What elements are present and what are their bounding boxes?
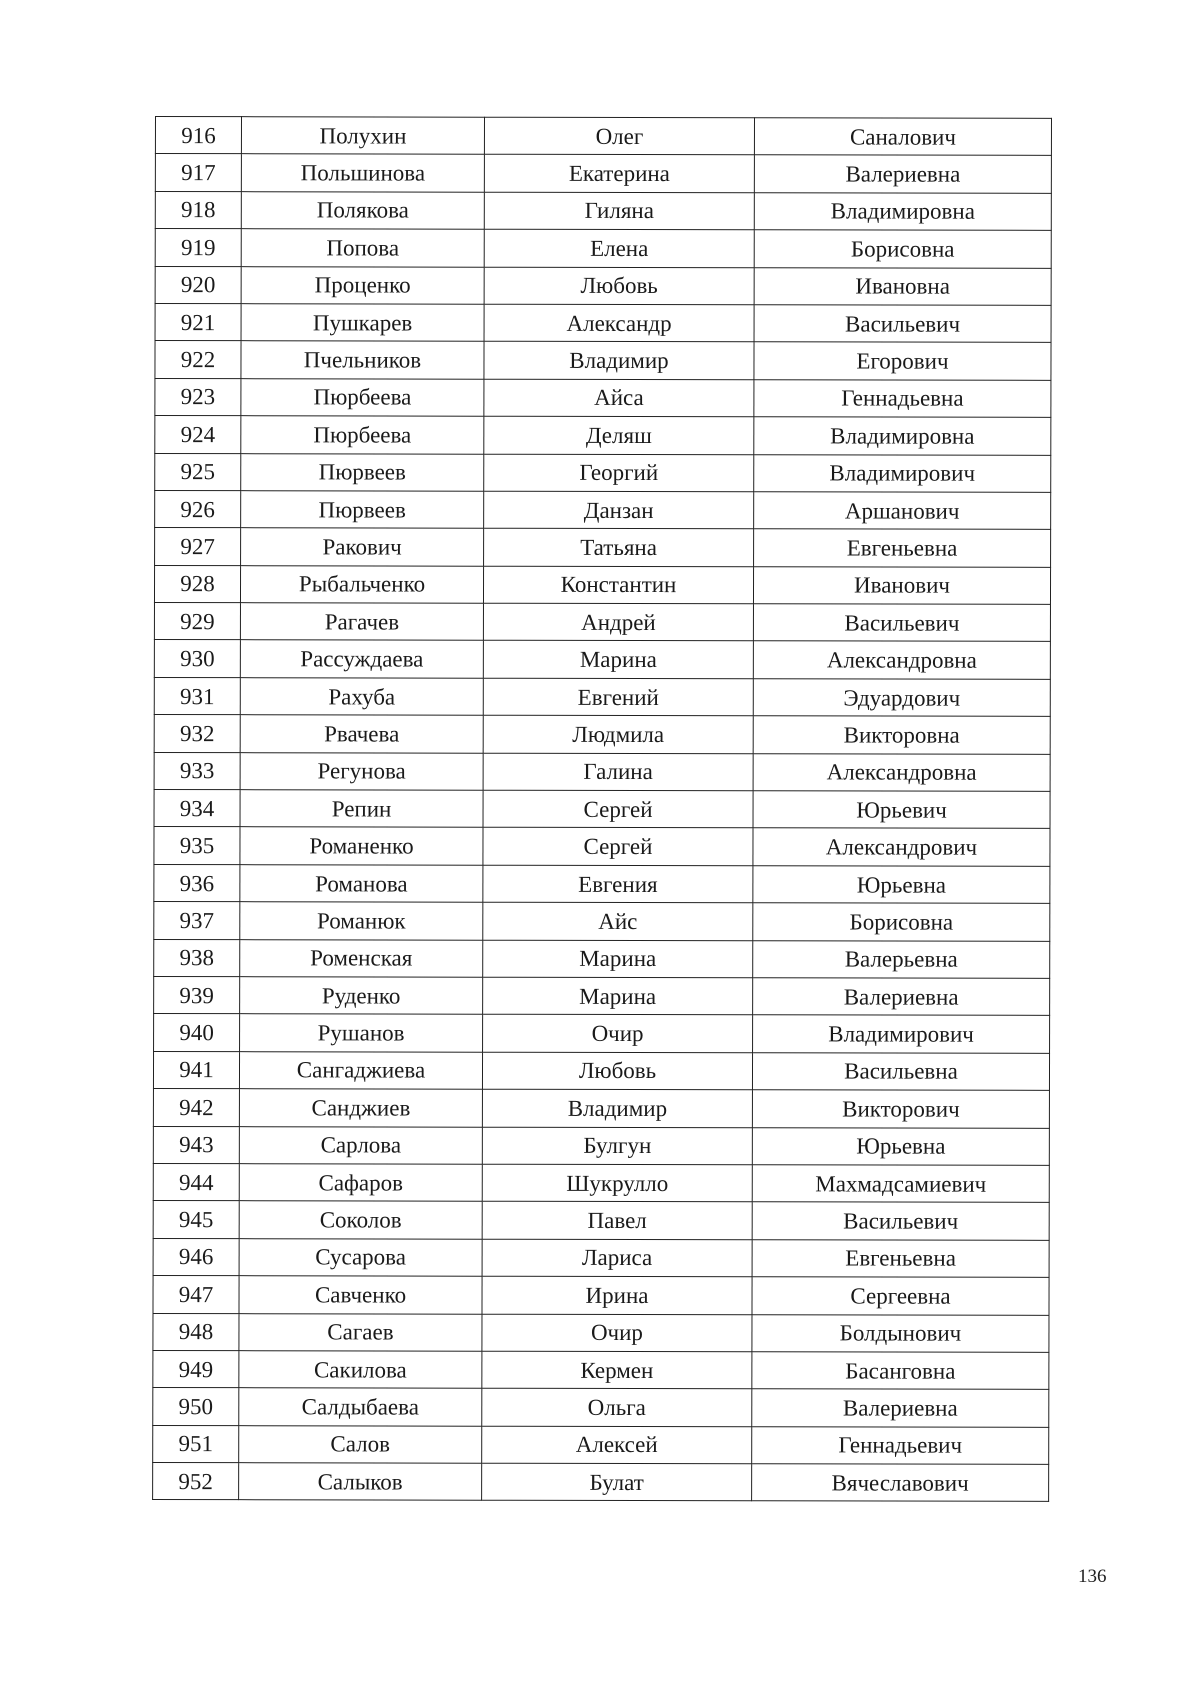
- row-number-cell: 944: [153, 1163, 239, 1201]
- table-row: [153, 1126, 1049, 1165]
- patronymic-cell: Вячеславович: [752, 1464, 1049, 1502]
- patronymic-cell: Владимировна: [754, 417, 1051, 455]
- row-number-cell: 923: [155, 378, 241, 416]
- table-row: [154, 976, 1050, 1015]
- first-name-cell: Евгения: [483, 865, 753, 903]
- patronymic-cell: Владимирович: [754, 454, 1051, 492]
- patronymic-cell: Махмадсамиевич: [752, 1165, 1049, 1203]
- row-number-cell: 927: [155, 528, 241, 566]
- last-name-cell: Пюрвеев: [241, 491, 484, 529]
- patronymic-cell: Геннадьевич: [752, 1426, 1049, 1464]
- last-name-cell: Сангаджиева: [239, 1051, 482, 1089]
- first-name-cell: Данзан: [484, 491, 754, 529]
- row-number-cell: 939: [154, 976, 240, 1014]
- row-number-cell: 946: [153, 1238, 239, 1276]
- patronymic-cell: Аршанович: [754, 492, 1051, 530]
- patronymic-cell: Васильевич: [754, 305, 1051, 343]
- last-name-cell: Рушанов: [240, 1014, 483, 1052]
- first-name-cell: Галина: [483, 753, 753, 791]
- last-name-cell: Романова: [240, 864, 483, 902]
- first-name-cell: Гиляна: [484, 192, 754, 230]
- patronymic-cell: Басанговна: [752, 1352, 1049, 1390]
- row-number-cell: 941: [153, 1051, 239, 1089]
- patronymic-cell: Александрович: [753, 828, 1050, 866]
- table-row: [153, 1388, 1049, 1427]
- last-name-cell: Сакилова: [239, 1351, 482, 1389]
- first-name-cell: Лариса: [482, 1239, 752, 1277]
- patronymic-cell: Борисовна: [753, 903, 1050, 941]
- first-name-cell: Татьяна: [484, 528, 754, 566]
- row-number-cell: 938: [154, 939, 240, 977]
- last-name-cell: Романюк: [240, 902, 483, 940]
- patronymic-cell: Владимировна: [754, 193, 1051, 231]
- first-name-cell: Марина: [483, 641, 753, 679]
- row-number-cell: 950: [153, 1388, 239, 1426]
- last-name-cell: Ракович: [241, 528, 484, 566]
- row-number-cell: 952: [153, 1463, 239, 1501]
- first-name-cell: Людмила: [483, 715, 753, 753]
- first-name-cell: Любовь: [484, 267, 754, 305]
- roster-table-body: [153, 117, 1052, 1502]
- table-row: [155, 229, 1051, 268]
- row-number-cell: 935: [154, 827, 240, 865]
- table-row: [153, 1313, 1049, 1352]
- patronymic-cell: Валериевна: [753, 978, 1050, 1016]
- name-roster-table: [152, 116, 1052, 1502]
- patronymic-cell: Викторович: [752, 1090, 1049, 1128]
- row-number-cell: 921: [155, 303, 241, 341]
- first-name-cell: Очир: [483, 1015, 753, 1053]
- patronymic-cell: Егорович: [754, 342, 1051, 380]
- first-name-cell: Александр: [484, 304, 754, 342]
- patronymic-cell: Юрьевич: [753, 791, 1050, 829]
- first-name-cell: Алексей: [482, 1426, 752, 1464]
- first-name-cell: Булат: [482, 1463, 752, 1501]
- table-row: [154, 902, 1050, 941]
- last-name-cell: Сарлова: [239, 1126, 482, 1164]
- last-name-cell: Пюрвеев: [241, 453, 484, 491]
- last-name-cell: Сафаров: [239, 1164, 482, 1202]
- patronymic-cell: Васильевич: [753, 604, 1050, 642]
- first-name-cell: Владимир: [484, 342, 754, 380]
- table-row: [154, 864, 1050, 903]
- first-name-cell: Очир: [482, 1314, 752, 1352]
- row-number-cell: 945: [153, 1201, 239, 1239]
- row-number-cell: 920: [155, 266, 241, 304]
- row-number-cell: 940: [154, 1014, 240, 1052]
- last-name-cell: Рвачева: [240, 715, 483, 753]
- patronymic-cell: Викторовна: [753, 716, 1050, 754]
- table-row: [154, 640, 1050, 679]
- table-row: [154, 715, 1050, 754]
- row-number-cell: 917: [155, 154, 241, 192]
- last-name-cell: Пюрбеева: [241, 416, 484, 454]
- first-name-cell: Константин: [483, 566, 753, 604]
- table-row: [155, 453, 1051, 492]
- table-row: [154, 603, 1050, 642]
- patronymic-cell: Иванович: [753, 566, 1050, 604]
- first-name-cell: Деляш: [484, 416, 754, 454]
- row-number-cell: 936: [154, 864, 240, 902]
- table-row: [153, 1425, 1049, 1464]
- first-name-cell: Марина: [483, 977, 753, 1015]
- table-row: [154, 565, 1050, 604]
- table-row: [153, 1238, 1049, 1277]
- patronymic-cell: Евгеньевна: [754, 529, 1051, 567]
- table-row: [155, 378, 1051, 417]
- table-row: [154, 752, 1050, 791]
- first-name-cell: Кермен: [482, 1351, 752, 1389]
- last-name-cell: Регунова: [240, 752, 483, 790]
- first-name-cell: Екатерина: [484, 155, 754, 193]
- last-name-cell: Савченко: [239, 1276, 482, 1314]
- table-row: [153, 1051, 1049, 1090]
- last-name-cell: Соколов: [239, 1201, 482, 1239]
- row-number-cell: 943: [153, 1126, 239, 1164]
- first-name-cell: Шукрулло: [482, 1164, 752, 1202]
- patronymic-cell: Валериевна: [754, 155, 1051, 193]
- table-row: [155, 154, 1051, 193]
- first-name-cell: Владимир: [482, 1089, 752, 1127]
- table-row: [154, 1014, 1050, 1053]
- patronymic-cell: Александровна: [753, 641, 1050, 679]
- row-number-cell: 947: [153, 1276, 239, 1314]
- patronymic-cell: Геннадьевна: [754, 379, 1051, 417]
- patronymic-cell: Эдуардович: [753, 679, 1050, 717]
- last-name-cell: Салов: [239, 1425, 482, 1463]
- first-name-cell: Айса: [484, 379, 754, 417]
- last-name-cell: Рассуждаева: [240, 640, 483, 678]
- row-number-cell: 930: [154, 640, 240, 678]
- last-name-cell: Польшинова: [241, 154, 484, 192]
- table-row: [153, 1276, 1049, 1315]
- row-number-cell: 951: [153, 1425, 239, 1463]
- table-row: [155, 303, 1051, 342]
- last-name-cell: Сусарова: [239, 1238, 482, 1276]
- table-row: [155, 341, 1051, 380]
- row-number-cell: 937: [154, 902, 240, 940]
- table-row: [153, 1089, 1049, 1128]
- patronymic-cell: Болдынович: [752, 1314, 1049, 1352]
- first-name-cell: Сергей: [483, 828, 753, 866]
- patronymic-cell: Валерьевна: [753, 940, 1050, 978]
- first-name-cell: Павел: [482, 1202, 752, 1240]
- last-name-cell: Репин: [240, 790, 483, 828]
- first-name-cell: Марина: [483, 940, 753, 978]
- last-name-cell: Рыбальченко: [240, 565, 483, 603]
- table-row: [154, 790, 1050, 829]
- first-name-cell: Сергей: [483, 790, 753, 828]
- row-number-cell: 949: [153, 1350, 239, 1388]
- first-name-cell: Елена: [484, 229, 754, 267]
- row-number-cell: 922: [155, 341, 241, 379]
- table-row: [154, 677, 1050, 716]
- row-number-cell: 932: [154, 715, 240, 753]
- last-name-cell: Сагаев: [239, 1313, 482, 1351]
- last-name-cell: Попова: [241, 229, 484, 267]
- patronymic-cell: Ивановна: [754, 267, 1051, 305]
- patronymic-cell: Юрьевна: [752, 1127, 1049, 1165]
- patronymic-cell: Владимирович: [753, 1015, 1050, 1053]
- row-number-cell: 919: [155, 229, 241, 267]
- last-name-cell: Пюрбеева: [241, 378, 484, 416]
- table-row: [155, 117, 1051, 156]
- table-row: [153, 1163, 1049, 1202]
- patronymic-cell: Васильевич: [752, 1202, 1049, 1240]
- table-row: [154, 827, 1050, 866]
- first-name-cell: Ольга: [482, 1388, 752, 1426]
- last-name-cell: Проценко: [241, 266, 484, 304]
- table-row: [155, 528, 1051, 567]
- table-row: [155, 191, 1051, 230]
- first-name-cell: Айс: [483, 902, 753, 940]
- row-number-cell: 926: [155, 490, 241, 528]
- patronymic-cell: Александровна: [753, 753, 1050, 791]
- table-row: [153, 1350, 1049, 1389]
- row-number-cell: 925: [155, 453, 241, 491]
- first-name-cell: Олег: [484, 117, 754, 155]
- patronymic-cell: Сергеевна: [752, 1277, 1049, 1315]
- last-name-cell: Роменская: [240, 939, 483, 977]
- first-name-cell: Ирина: [482, 1276, 752, 1314]
- row-number-cell: 916: [155, 117, 241, 155]
- last-name-cell: Руденко: [240, 977, 483, 1015]
- patronymic-cell: Васильевна: [752, 1053, 1049, 1091]
- first-name-cell: Любовь: [482, 1052, 752, 1090]
- last-name-cell: Салыков: [239, 1463, 482, 1501]
- first-name-cell: Булгун: [482, 1127, 752, 1165]
- row-number-cell: 929: [154, 603, 240, 641]
- row-number-cell: 942: [153, 1089, 239, 1127]
- row-number-cell: 934: [154, 790, 240, 828]
- table-row: [153, 1463, 1049, 1502]
- last-name-cell: Пушкарев: [241, 304, 484, 342]
- page-number: 136: [1078, 1566, 1107, 1587]
- patronymic-cell: Юрьевна: [753, 866, 1050, 904]
- first-name-cell: Георгий: [484, 454, 754, 492]
- last-name-cell: Полякова: [241, 191, 484, 229]
- first-name-cell: Евгений: [483, 678, 753, 716]
- last-name-cell: Рагачев: [240, 603, 483, 641]
- table-row: [155, 266, 1051, 305]
- table-row: [155, 416, 1051, 455]
- last-name-cell: Санджиев: [239, 1089, 482, 1127]
- table-row: [154, 939, 1050, 978]
- patronymic-cell: Евгеньевна: [752, 1239, 1049, 1277]
- last-name-cell: Романенко: [240, 827, 483, 865]
- last-name-cell: Салдыбаева: [239, 1388, 482, 1426]
- row-number-cell: 933: [154, 752, 240, 790]
- patronymic-cell: Валериевна: [752, 1389, 1049, 1427]
- first-name-cell: Андрей: [483, 603, 753, 641]
- last-name-cell: Полухин: [241, 117, 484, 155]
- row-number-cell: 928: [154, 565, 240, 603]
- last-name-cell: Пчельников: [241, 341, 484, 379]
- last-name-cell: Рахуба: [240, 678, 483, 716]
- row-number-cell: 948: [153, 1313, 239, 1351]
- row-number-cell: 924: [155, 416, 241, 454]
- row-number-cell: 918: [155, 191, 241, 229]
- patronymic-cell: Саналович: [754, 118, 1051, 156]
- row-number-cell: 931: [154, 677, 240, 715]
- table-row: [155, 490, 1051, 529]
- table-row: [153, 1201, 1049, 1240]
- patronymic-cell: Борисовна: [754, 230, 1051, 268]
